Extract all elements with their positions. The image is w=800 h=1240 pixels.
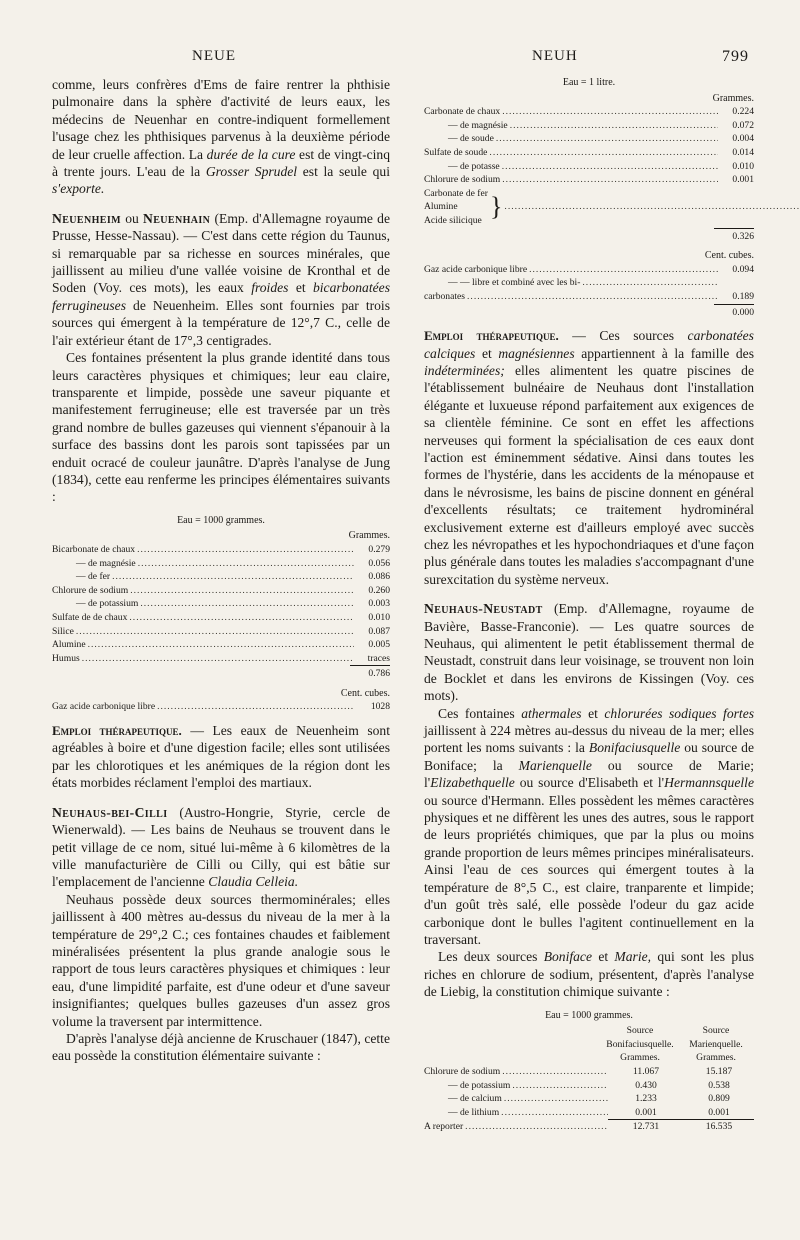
table-total: 0.786 [52, 665, 390, 681]
table-brace-group: Carbonate de fer Alumine Acide silicique } ..... [424, 187, 754, 228]
paragraph-neuhaus-sources: Neuhaus possède deux sources thermominérales; elles jaillissent à 400 mètres au-dessus du niveau de la mer à la température de 29°,2 C.; ces fontaines chaudes et faiblement minéralisées présentent la plus grande analogie sous le rapport de tous leurs caractères physiques et chimiques : leur eau, d'une limpidité parfaite, est d'une odeur et d'une saveur insignifiantes; quelques bulles gazeuses d'un assez gros volume la traversent par intermittence. [52, 891, 390, 1029]
table-row-reporter: A reporter ..... 12.731 16.535 [424, 1119, 754, 1134]
table-row: Humus ..... traces [52, 652, 390, 666]
table-row: — — libre et combiné avec les bi- ..... [424, 276, 754, 290]
column-head-marienquelle: Source Marienquelle. [689, 1025, 743, 1050]
table-caption: Eau = 1000 grammes. [545, 1009, 633, 1021]
table-row: — de soude ..... 0.004 [424, 132, 754, 146]
table-caption: Eau = 1 litre. [562, 77, 616, 88]
left-column [52, 76, 390, 1065]
entry-neuenheim: Neuenheim ou Neuenhain (Emp. d'Allemagne royaume de Prusse, Hesse-Nassau). — C'est dans cette région du Taunus, si remarquable par sa richesse en sources minérales, que jaillissent au milieu d'une vallée voisine de Kronthal et de Soden (Voy. ces mots), les eaux froides et bicarbonatées ferrugineuses de Neuenheim. Elles sont fournies par trois sources qui émergent à la température de 12°,7 C., celle de l'air extérieur étant de 17°,3 centigrades. [52, 210, 390, 348]
table-row: — de potasse ..... 0.010 [424, 160, 754, 174]
table-unit: Grammes. [712, 92, 754, 104]
paragraph-boniface-marie: Les deux sources Boniface et Marie, qui sont les plus riches en chlorure de sodium, présentent, d'après l'analyse de Liebig, la constitution chimique suivante : [424, 949, 754, 1000]
subhead-emploi: Emploi thérapeutique. [52, 723, 182, 739]
table-total: 0.326 [424, 228, 754, 244]
table-row: Gaz acide carbonique libre ..... 0.094 [424, 263, 754, 277]
headword-neuhaus-neustadt: Neuhaus-Neustadt [424, 601, 543, 617]
table-row: — de potassium ..... 0.003 [52, 597, 390, 611]
table-gas-unit: Cent. cubes. [340, 687, 390, 699]
table-gas-unit: Cent. cubes. [704, 250, 754, 262]
table-units: Grammes. Grammes. [620, 1052, 736, 1064]
running-head-left: NEUE [192, 48, 236, 64]
entry-neuhaus-neustadt: Neuhaus-Neustadt (Emp. d'Allemagne, royaume de Bavière, Basse-Franconie). — Les quatre sources de Neuhaus, qui alimentent le petit établissement thermal de Neustadt, construit dans leur voisinage, se trouvent non loin de Bocklet et dans les environs de Kissingen (Voy. ces mots). [424, 601, 754, 704]
table-row: Chlorure de sodium ..... 0.001 [424, 173, 754, 187]
table-row: Chlorure de sodium ..... 0.260 [52, 584, 390, 598]
table-caption: Eau = 1000 grammes. [177, 514, 265, 526]
subhead-emploi: Emploi thérapeutique. [424, 328, 559, 344]
table-row: — de lithium ..... 0.001 0.001 [424, 1106, 754, 1120]
table-row: Chlorure de sodium ..... 11.067 15.187 [424, 1065, 754, 1079]
column-head-bonifaciusquelle: Source Bonifaciusquelle. [606, 1025, 674, 1050]
running-head-right: NEUH [532, 48, 578, 64]
right-column [424, 76, 754, 1142]
table-row: Alumine ..... 0.005 [52, 638, 390, 652]
table-row: — de potassium ..... 0.430 0.538 [424, 1079, 754, 1093]
analysis-table-jung [52, 514, 390, 714]
table-row: Carbonate de chaux ..... 0.224 [424, 105, 754, 119]
headword-neuenheim: Neuenheim [52, 210, 121, 226]
table-row: Acide silicique [424, 214, 482, 226]
table-row: — de fer ..... 0.086 [52, 570, 390, 584]
table-row: — de calcium ..... 1.233 0.809 [424, 1092, 754, 1106]
table-gas-total: 0.000 [424, 304, 754, 320]
table-row: Bicarbonate de chaux ..... 0.279 [52, 543, 390, 557]
paragraph-fontaines: Ces fontaines présentent la plus grande identité dans tous leurs caractères physiques et chimiques; leur eau claire, transparente et limpide, possède une saveur piquante et manifestement ferrugineuse; elle est traversée par un très grand nombre de bulles gazeuses qui viennent s'épanouir à la surface des bassins dont les parois sont tapissées par un enduit ocracé de couleur jaunâtre. D'après l'analyse de Jung (1834), cette eau renferme les principes élémentaires suivants : [52, 350, 390, 505]
analysis-table-kruschauer [424, 76, 754, 319]
paragraph-fontaines-athermales: Ces fontaines athermales et chlorurées sodiques fortes jaillissent à 224 mètres au-dessus du niveau de la mer; elles portent les noms suivants : la Bonifaciusquelle ou source de Boniface; la Marienquelle ou source de Marie; l'Elizabethquelle ou source d'Elisabeth et l'Hermannsquelle ou source d'Hermann. Elles possèdent les mêmes caractères physiques et ne diffèrent les unes des autres, sous le rapport de leurs propriétés chimiques, que par la plus ou moins grande proportion de leurs mêmes principes minéralisateurs. Ainsi l'eau de ces sources qui émergent toutes à la température de 8°,5 C., est claire, tranparente et limpide; d'un goût très salé, elle possède l'odeur du gaz acide carbonique dont le bulles l'agitent continuellement en la traversant. [424, 705, 755, 947]
paragraph-emploi-neuenheim: Emploi thérapeutique. — Les eaux de Neuenheim sont agréables à boire et d'une digestion facile; elles sont utilisées par les chlorotiques et les anémiques de la région dont les états morbides réclament l'emploi des martiaux. [52, 723, 390, 791]
table-row: Sulfate de de chaux ..... 0.010 [52, 611, 390, 625]
table-header [424, 1024, 754, 1051]
table-row: Gaz acide carbonique libre ..... 1028 [52, 700, 390, 714]
headword-neuhaus-bei-cilli: Neuhaus-bei-Cilli [52, 804, 168, 820]
paragraph-kruschauer: D'après l'analyse déjà ancienne de Kruschauer (1847), cette eau possède la constitution élémentaire suivante : [52, 1030, 390, 1064]
table-row: Alumine [424, 201, 458, 213]
page-number: 799 [722, 48, 749, 65]
table-row: — de magnésie ..... 0.056 [52, 557, 390, 571]
paragraph-phthisie: comme, leurs confrères d'Ems de faire rentrer la phthisie pulmonaire dans la sphère d'activité de leurs eaux, les médecins de Neuenhar en contre-indiquent formellement l'usage chez les phthisiques parvenus à la deuxième période de leur cruelle affection. La durée de la cure est de vingt-cinq à trente jours. L'eau de la Grosser Sprudel est la seule qui s'exporte. [52, 77, 391, 197]
entry-neuhaus-bei-cilli: Neuhaus-bei-Cilli (Austro-Hongrie, Styrie, cercle de Wienerwald). — Les bains de Neuhaus se trouvent dans le petit village de ce nom, situé lui-même à 6 kilomètres de la ville manufacturière de Cilli ou Cilly, qui est bâtie sur l'emplacement de l'ancienne Claudia Celleia. [52, 804, 390, 890]
table-row: — de magnésie ..... 0.072 [424, 119, 754, 133]
table-row: Carbonate de fer [424, 187, 488, 199]
paragraph-emploi-neuhaus: Emploi thérapeutique. — Ces sources carbonatées calciques et magnésiennes appartiennent à la famille des indéterminées; elles alimentent les quatre piscines de l'établissement bulnéaire de Neuhaus dont l'installation élégante et luxueuse répond parfaitement aux exigences de sa clientèle féminine. Ce sont en effet les affections nerveuses qui forment la spécialisation de ces eaux dont l'action est éminemment sédative. Ainsi dans toutes les formes de l'hystérie, dans les accidents de la ménopause et dans le névrosisme, les bains de piscine donnent en général d'excellents résultats; ce traitement hydrominéral exclusivement externe est d'ailleurs employé avec succès chez les névropathes et les hypochondriaques et d'une façon plus générale dans toutes les maladies s'accompagnant d'une surexcitation du système nerveux. [424, 328, 755, 587]
table-row: Silice ..... 0.087 [52, 625, 390, 639]
analysis-table-liebig [424, 1009, 754, 1134]
table-row: Sulfate de soude ..... 0.014 [424, 146, 754, 160]
table-unit: Grammes. [348, 530, 390, 542]
table-row: carbonates ..... 0.189 [424, 290, 754, 304]
